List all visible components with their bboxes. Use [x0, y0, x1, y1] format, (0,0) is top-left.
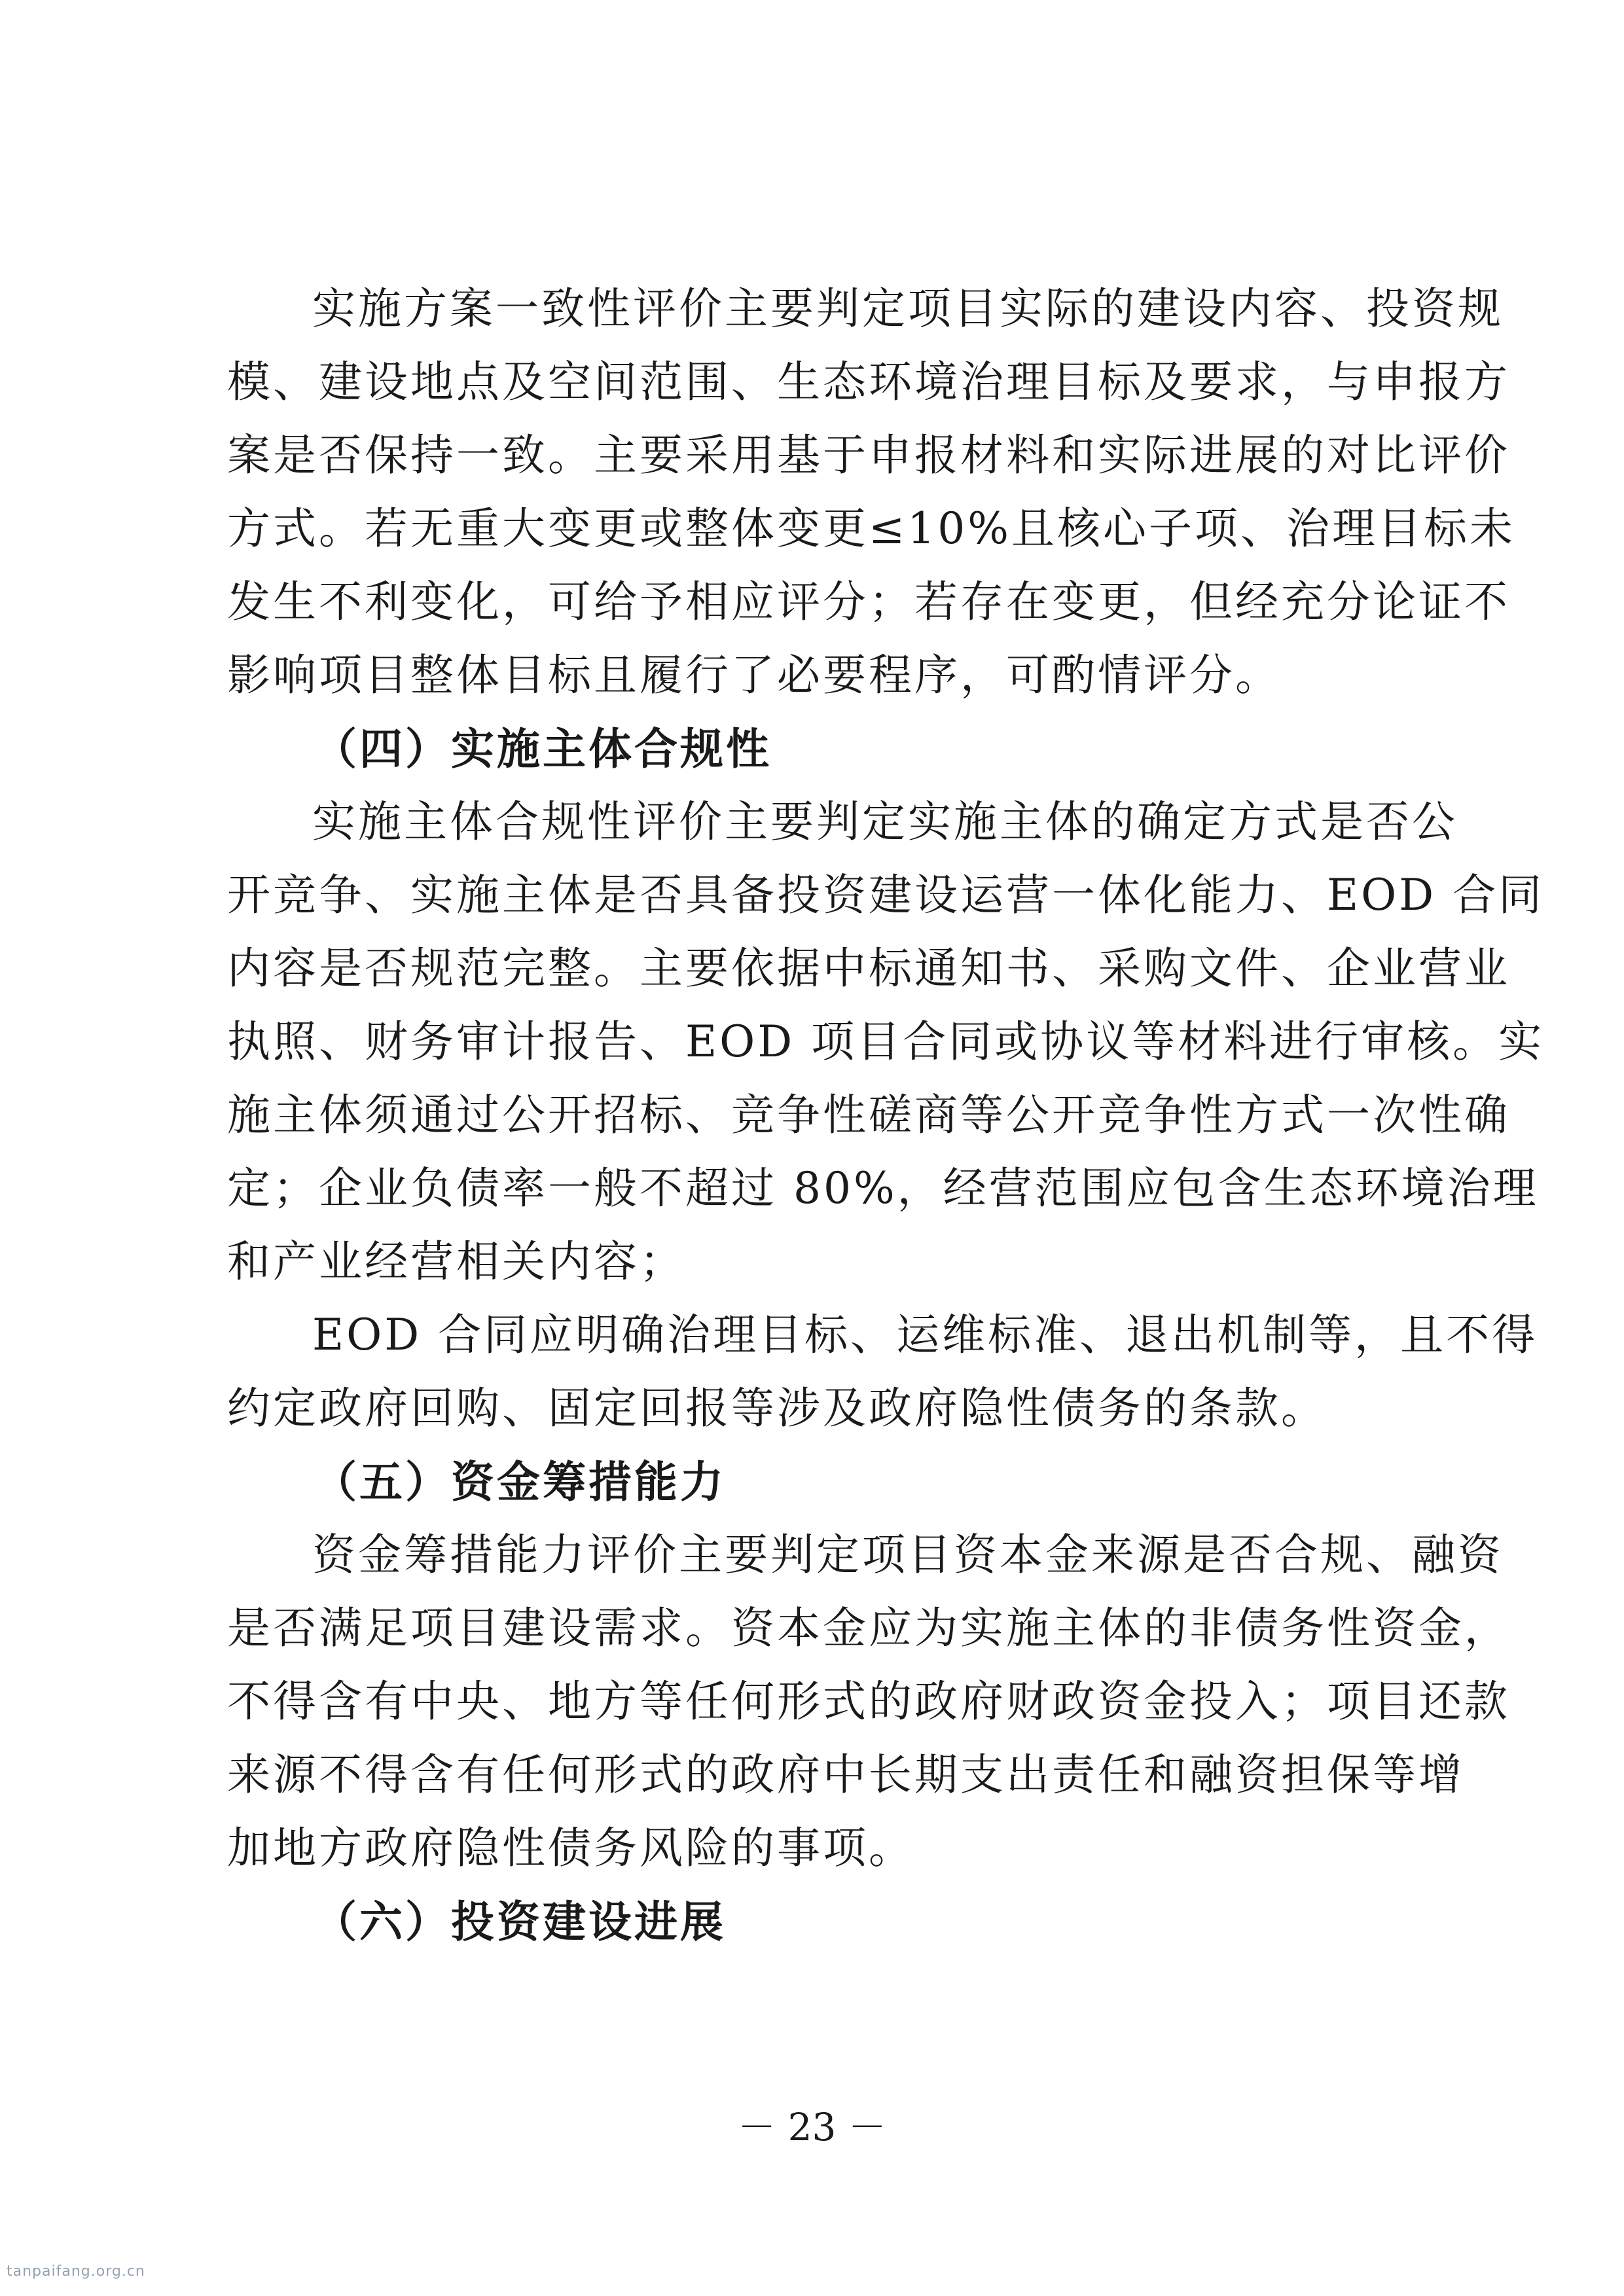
paragraph-line: 影响项目整体目标且履行了必要程序，可酌情评分。	[227, 650, 1281, 700]
section-heading: （六）投资建设进展	[314, 1896, 726, 1947]
paragraph-line: 发生不利变化，可给予相应评分；若存在变更，但经充分论证不	[227, 577, 1510, 627]
paragraph-line: 实施主体合规性评价主要判定实施主体的确定方式是否公	[312, 797, 1458, 847]
paragraph-line: 约定政府回购、固定回报等涉及政府隐性债务的条款。	[227, 1383, 1327, 1433]
paragraph-line: 执照、财务审计报告、EOD 项目合同或协议等材料进行审核。实	[227, 1016, 1545, 1067]
section-heading: （四）实施主体合规性	[314, 723, 772, 774]
paragraph-line: 方式。若无重大变更或整体变更≤10%且核心子项、治理目标未	[227, 503, 1515, 554]
paragraph-line: 资金筹措能力评价主要判定项目资本金来源是否合规、融资	[312, 1530, 1504, 1580]
page-number: － 23 －	[738, 2105, 886, 2149]
paragraph-line: 是否满足项目建设需求。资本金应为实施主体的非债务性资金，	[227, 1603, 1510, 1653]
paragraph-line: 模、建设地点及空间范围、生态环境治理目标及要求，与申报方	[227, 357, 1510, 407]
paragraph-line: 来源不得含有任何形式的政府中长期支出责任和融资担保等增	[227, 1749, 1464, 1800]
paragraph-line: 和产业经营相关内容；	[227, 1236, 685, 1287]
paragraph-line: 开竞争、实施主体是否具备投资建设运营一体化能力、EOD 合同	[227, 870, 1545, 920]
section-heading: （五）资金筹措能力	[314, 1456, 726, 1507]
paragraph-line: 案是否保持一致。主要采用基于申报材料和实际进展的对比评价	[227, 430, 1510, 480]
paragraph-line: 内容是否规范完整。主要依据中标通知书、采购文件、企业营业	[227, 943, 1510, 994]
paragraph-line: 实施方案一致性评价主要判定项目实际的建设内容、投资规	[312, 283, 1504, 334]
paragraph-line: 加地方政府隐性债务风险的事项。	[227, 1823, 914, 1873]
watermark-text: tanpaifang.org.cn	[7, 2263, 145, 2280]
paragraph-line: 定；企业负债率一般不超过 80%，经营范围应包含生态环境治理	[227, 1163, 1539, 1213]
paragraph-line: 不得含有中央、地方等任何形式的政府财政资金投入；项目还款	[227, 1676, 1510, 1727]
paragraph-line: EOD 合同应明确治理目标、运维标准、退出机制等，且不得	[312, 1310, 1538, 1360]
paragraph-line: 施主体须通过公开招标、竞争性磋商等公开竞争性方式一次性确	[227, 1090, 1510, 1140]
